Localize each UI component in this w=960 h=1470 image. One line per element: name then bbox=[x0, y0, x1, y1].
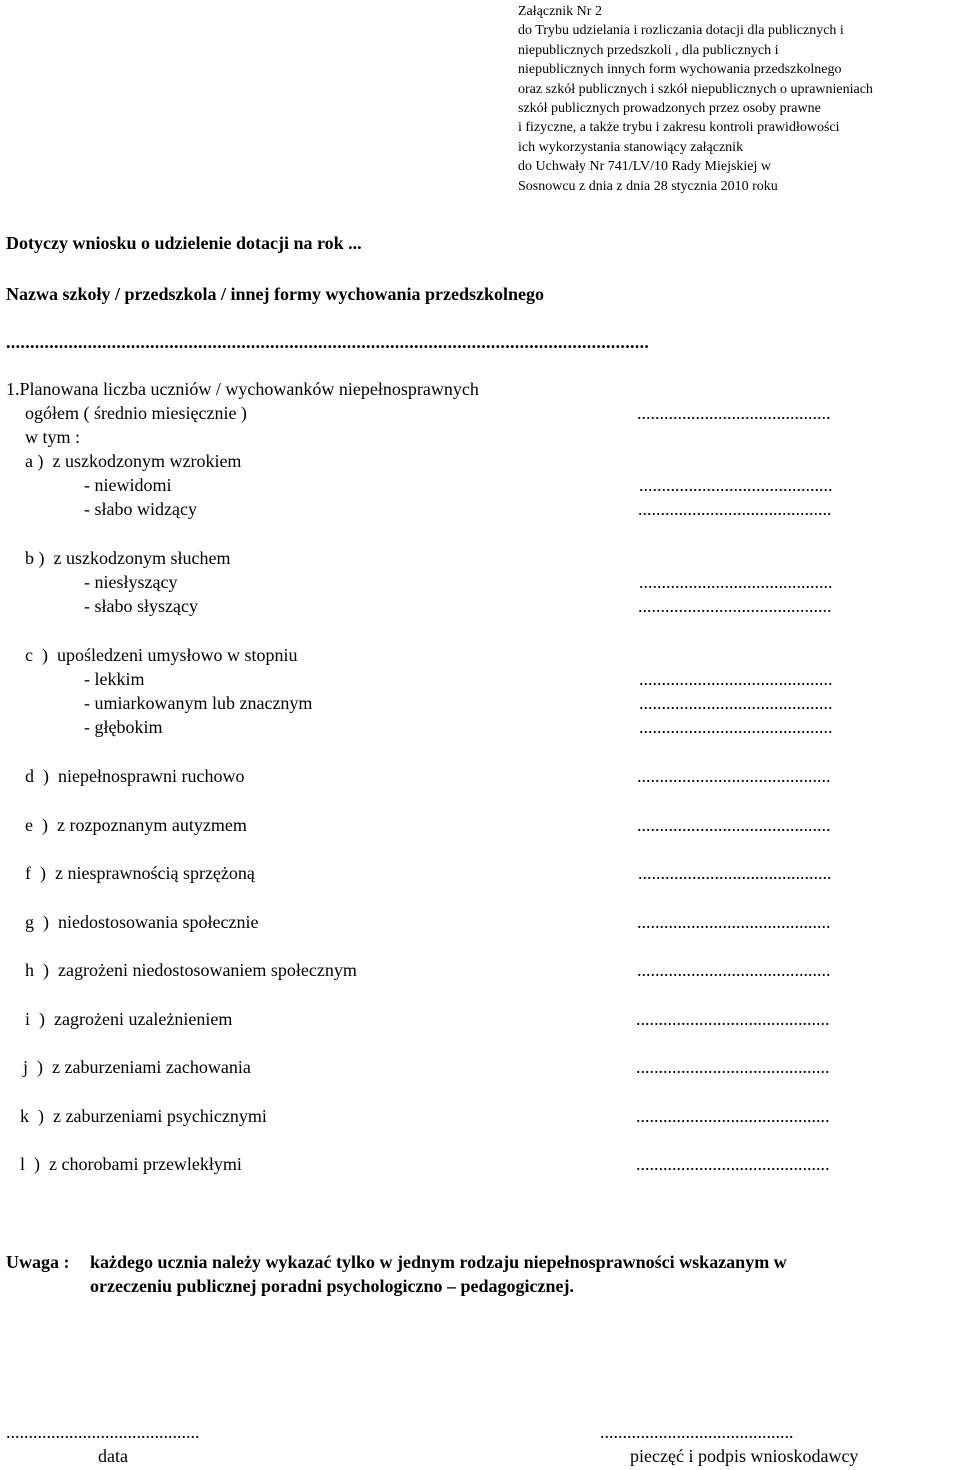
group-e-label: e ) z rozpoznanym autyzmem bbox=[25, 815, 247, 835]
header-line: niepublicznych przedszkoli , dla publicznych i bbox=[518, 42, 779, 58]
b2-field[interactable]: ........................................... bbox=[638, 596, 832, 616]
group-f-label: f ) z niesprawnością sprzężoną bbox=[25, 863, 255, 883]
section-title: 1.Planowana liczba uczniów / wychowanków niepełnosprawnych bbox=[6, 379, 479, 399]
c2-label: - umiarkowanym lub znacznym bbox=[84, 693, 313, 713]
k-field[interactable]: ........................................... bbox=[636, 1106, 830, 1126]
c3-label: - głębokim bbox=[84, 717, 163, 737]
group-a-label: a ) z uszkodzonym wzrokiem bbox=[25, 451, 242, 471]
header-line: szkół publicznych prowadzonych przez osoby prawne bbox=[518, 101, 821, 117]
f-field[interactable]: ........................................... bbox=[638, 863, 832, 883]
group-d-label: d ) niepełnosprawni ruchowo bbox=[25, 766, 245, 786]
group-i-label: i ) zagrożeni uzależnieniem bbox=[25, 1009, 233, 1029]
h-field[interactable]: ........................................... bbox=[637, 960, 831, 980]
note-label: Uwaga : bbox=[6, 1252, 70, 1272]
c2-field[interactable]: ........................................... bbox=[639, 693, 833, 713]
group-h-label: h ) zagrożeni niedostosowaniem społecznym bbox=[25, 960, 357, 980]
a2-field[interactable]: ........................................... bbox=[638, 499, 832, 519]
l-field[interactable]: ........................................... bbox=[636, 1154, 830, 1174]
group-b-label: b ) z uszkodzonym słuchem bbox=[25, 548, 231, 568]
d-field[interactable]: ........................................... bbox=[637, 766, 831, 786]
note-line-2: orzeczeniu publicznej poradni psychologiczno – pedagogicznej. bbox=[90, 1276, 574, 1296]
c1-field[interactable]: ........................................... bbox=[639, 669, 833, 689]
attachment-header bbox=[518, 2, 873, 196]
c3-field[interactable]: ........................................... bbox=[639, 717, 833, 737]
g-field[interactable]: ........................................... bbox=[637, 912, 831, 932]
total-label: ogółem ( średnio miesięcznie ) bbox=[25, 403, 247, 423]
header-line: i fizyczne, a także trybu i zakresu kontroli prawidłowości bbox=[518, 120, 840, 136]
total-field[interactable]: ........................................... bbox=[637, 403, 831, 423]
e-field[interactable]: ........................................... bbox=[637, 815, 831, 835]
i-field[interactable]: ........................................... bbox=[636, 1009, 830, 1029]
header-line: ich wykorzystania stanowiący załącznik bbox=[518, 139, 744, 155]
b2-label: - słabo słyszący bbox=[84, 596, 198, 616]
group-g-label: g ) niedostosowania społecznie bbox=[25, 912, 259, 932]
a1-label: - niewidomi bbox=[84, 475, 172, 495]
school-name-label: Nazwa szkoły / przedszkola / innej formy wychowania przedszkolnego bbox=[6, 284, 544, 304]
school-name-field[interactable]: ...................................................................................................................................... bbox=[6, 332, 650, 352]
group-l-label: l ) z chorobami przewlekłymi bbox=[20, 1154, 242, 1174]
j-field[interactable]: ........................................... bbox=[636, 1057, 830, 1077]
header-line: oraz szkół publicznych i szkół niepublicznych o uprawnieniach bbox=[518, 81, 873, 97]
group-j-label: j ) z zaburzeniami zachowania bbox=[23, 1057, 251, 1077]
c1-label: - lekkim bbox=[84, 669, 145, 689]
group-c-label: c ) upośledzeni umysłowo w stopniu bbox=[25, 645, 298, 665]
date-label: data bbox=[98, 1446, 128, 1466]
stamp-label: pieczęć i podpis wnioskodawcy bbox=[630, 1446, 859, 1466]
header-line: do Uchwały Nr 741/LV/10 Rady Miejskiej w bbox=[518, 159, 772, 175]
stamp-signature-line[interactable]: ........................................... bbox=[600, 1422, 794, 1442]
date-signature-line[interactable]: ........................................... bbox=[6, 1422, 200, 1442]
b1-field[interactable]: ........................................... bbox=[639, 572, 833, 592]
year-line: Dotyczy wniosku o udzielenie dotacji na rok ... bbox=[6, 233, 362, 253]
header-line: Sosnowcu z dnia z dnia 28 stycznia 2010 roku bbox=[518, 178, 778, 194]
note-line-1: każdego ucznia należy wykazać tylko w jednym rodzaju niepełnosprawności wskazanym w bbox=[90, 1252, 787, 1272]
header-line: niepublicznych innych form wychowania przedszkolnego bbox=[518, 62, 842, 78]
in-that-label: w tym : bbox=[25, 427, 81, 447]
header-line: Załącznik Nr 2 bbox=[518, 4, 602, 19]
a2-label: - słabo widzący bbox=[84, 499, 197, 519]
group-k-label: k ) z zaburzeniami psychicznymi bbox=[20, 1106, 267, 1126]
header-line: do Trybu udzielania i rozliczania dotacji dla publicznych i bbox=[518, 23, 844, 39]
a1-field[interactable]: ........................................... bbox=[639, 475, 833, 495]
b1-label: - niesłyszący bbox=[84, 572, 178, 592]
